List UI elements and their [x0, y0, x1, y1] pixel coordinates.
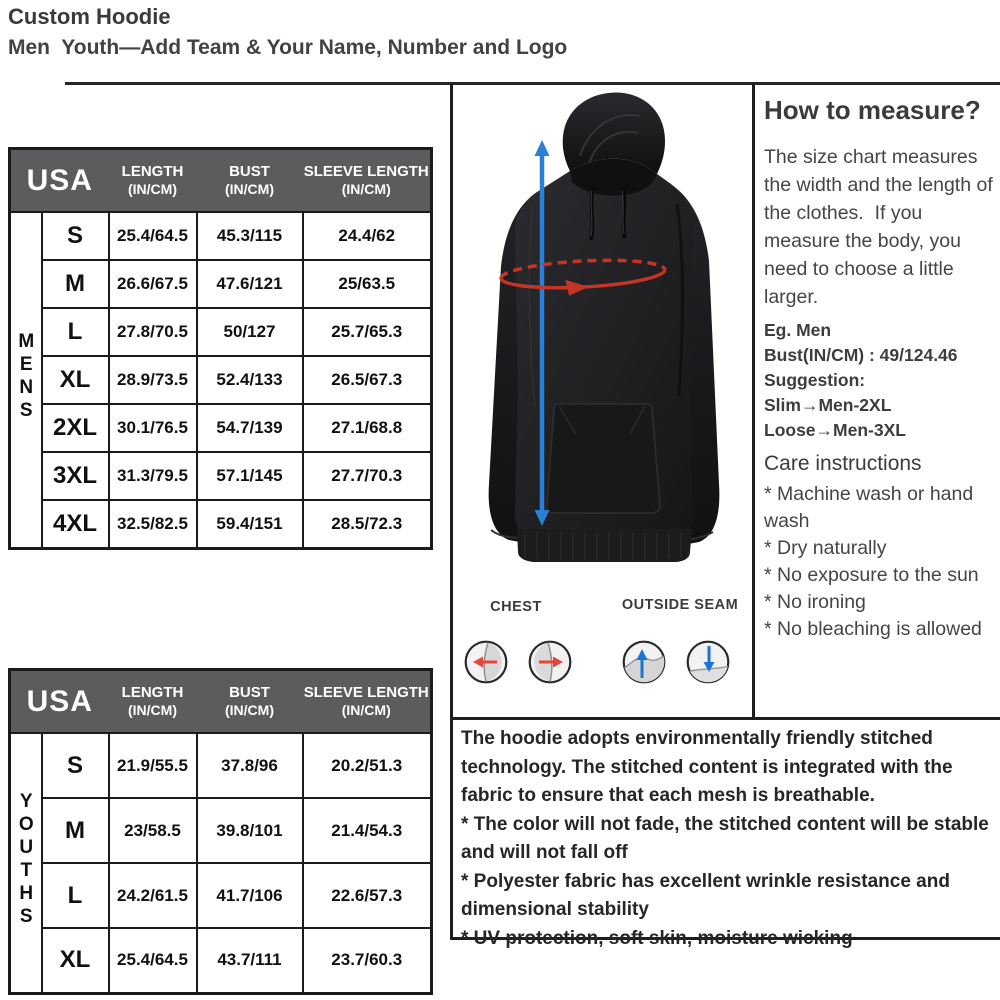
example-line: Suggestion: — [764, 370, 866, 390]
how-to-measure-body: The size chart measures the width and the length of the clothes. If you measure the body, you need to choose a little larger. — [764, 146, 999, 308]
mens-header-sleeve: SLEEVE LENGTH (IN/CM) — [303, 149, 432, 213]
table-row: M 23/58.5 39.8/101 21.4/54.3 — [10, 798, 432, 863]
youths-size-table — [8, 668, 433, 995]
chest-arrow-left-icon — [464, 640, 508, 684]
fabric-description-line: The hoodie adopts environmentally friendly stitched technology. The stitched content is integrated with the fabric to ensure that each mesh is breathable. — [461, 728, 953, 806]
care-item: * No bleaching is allowed — [764, 618, 982, 640]
seam-arrow-up-icon — [622, 640, 666, 684]
hoodie-panel-right-border — [752, 83, 755, 720]
youths-table-header-row — [10, 670, 432, 734]
title-divider — [65, 82, 1000, 85]
care-item: * Dry naturally — [764, 537, 887, 559]
outside-seam-label: OUTSIDE SEAM — [621, 597, 739, 613]
care-instructions-heading: Care instructions — [764, 452, 922, 475]
page-title: Custom Hoodie — [8, 4, 171, 29]
example-line: Bust(IN/CM) : 49/124.46 — [764, 345, 958, 365]
table-row: XL 28.9/73.5 52.4/133 26.5/67.3 — [10, 356, 432, 404]
mens-table-header-row — [10, 149, 432, 213]
how-to-measure-heading: How to measure? — [764, 95, 981, 125]
care-item: * No ironing — [764, 591, 866, 613]
table-row: L 24.2/61.5 41.7/106 22.6/57.3 — [10, 863, 432, 928]
table-row: 2XL 30.1/76.5 54.7/139 27.1/68.8 — [10, 404, 432, 452]
youths-header-length: LENGTH (IN/CM) — [109, 670, 197, 734]
table-row: YOUTHS S 21.9/55.5 37.8/96 20.2/51.3 — [10, 733, 432, 798]
mens-size-table — [8, 147, 433, 550]
table-row: 4XL 32.5/82.5 59.4/151 28.5/72.3 — [10, 500, 432, 548]
table-row: 3XL 31.3/79.5 57.1/145 27.7/70.3 — [10, 452, 432, 500]
mens-header-usa: USA — [10, 149, 109, 213]
seam-arrow-down-icon — [686, 640, 730, 684]
page-subtitle: Men Youth—Add Team & Your Name, Number and Logo — [8, 36, 568, 59]
table-row: M 26.6/67.5 47.6/121 25/63.5 — [10, 260, 432, 308]
chest-arrow-right-icon — [528, 640, 572, 684]
example-line: Slim→Men-2XL — [764, 395, 892, 415]
example-line: Eg. Men — [764, 320, 832, 340]
table-row: MENS S 25.4/64.5 45.3/115 24.4/62 — [10, 212, 432, 260]
mens-side-label: MENS — [10, 212, 42, 548]
table-row: L 27.8/70.5 50/127 25.7/65.3 — [10, 308, 432, 356]
sizing-example — [764, 318, 998, 443]
youths-header-sleeve: SLEEVE LENGTH (IN/CM) — [303, 670, 432, 734]
example-line: Loose→Men-3XL — [764, 420, 906, 440]
mens-header-length: LENGTH (IN/CM) — [109, 149, 197, 213]
fabric-description-line: * Polyester fabric has excellent wrinkle resistance and dimensional stability — [461, 870, 950, 920]
hoodie-photo — [455, 86, 750, 581]
fabric-description-line: * The color will not fade, the stitched content will be stable and will not fall off — [461, 813, 989, 863]
care-instructions-list — [764, 481, 998, 643]
hoodie-panel-left-border — [450, 83, 453, 720]
youths-header-bust: BUST (IN/CM) — [197, 670, 303, 734]
youths-side-label: YOUTHS — [10, 733, 42, 993]
care-item: * Machine wash or hand wash — [764, 483, 974, 532]
care-item: * No exposure to the sun — [764, 564, 979, 586]
fabric-description-box — [450, 717, 1000, 949]
chest-label: CHEST — [490, 599, 542, 615]
mens-header-bust: BUST (IN/CM) — [197, 149, 303, 213]
table-row: XL 25.4/64.5 43.7/111 23.7/60.3 — [10, 928, 432, 993]
youths-header-usa: USA — [10, 670, 109, 734]
fabric-description-line: * UV protection, soft skin, moisture wicking — [461, 927, 853, 949]
